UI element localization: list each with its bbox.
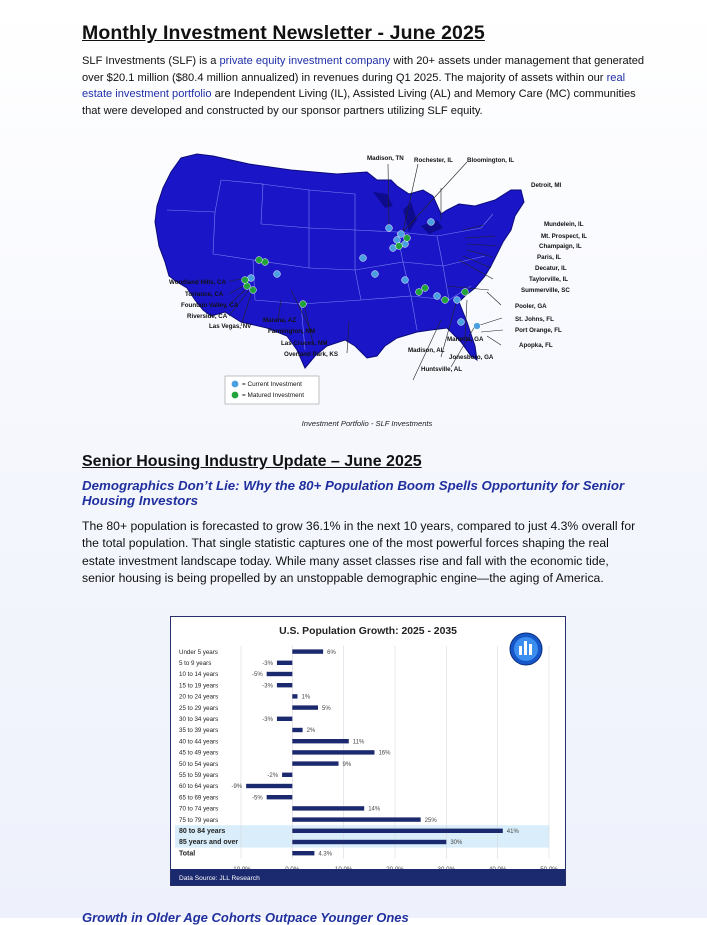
label-huntsville: Huntsville, AL: [421, 366, 463, 373]
label-st-johns: St. Johns, FL: [515, 316, 554, 323]
value-label: -3%: [262, 661, 273, 667]
label-summerville: Summerville, SC: [521, 287, 570, 294]
pin-current: [398, 231, 405, 238]
label-woodland-hills: Woodland Hills, CA: [169, 279, 226, 286]
bar: [292, 649, 323, 653]
category-label: 15 to 19 years: [179, 682, 219, 690]
pin-current: [434, 293, 441, 300]
legend-current-icon: [232, 381, 239, 388]
category-label: 25 to 29 years: [179, 704, 219, 712]
category-label: 75 to 79 years: [179, 816, 219, 824]
value-label: 1%: [301, 694, 311, 701]
label-bloomington: Bloomington, IL: [467, 157, 515, 164]
bar: [292, 750, 374, 754]
label-decatur: Decatur, IL: [535, 265, 567, 272]
value-label: 5%: [322, 705, 331, 712]
bar: [292, 739, 348, 743]
pin-current: [386, 225, 393, 232]
pin-matured: [256, 257, 263, 264]
category-label: 5 to 9 years: [179, 660, 212, 667]
value-label: -3%: [262, 717, 273, 723]
chart-title: U.S. Population Growth: 2025 - 2035: [279, 626, 457, 637]
chart-logo: [510, 633, 542, 665]
category-label: 80 to 84 years: [179, 828, 226, 835]
pin-current: [372, 271, 379, 278]
pin-current: [274, 271, 281, 278]
label-marietta: Marietta, GA: [447, 336, 484, 343]
chart-plot: [175, 646, 558, 873]
label-las-vegas: Las Vegas, NV: [209, 323, 252, 330]
pin-matured: [396, 243, 403, 250]
population-growth-chart: [170, 616, 566, 886]
pin-matured: [242, 277, 249, 284]
category-label: 55 to 59 years: [179, 772, 219, 779]
pin-matured: [462, 289, 469, 296]
label-madison-al: Madison, AL: [408, 347, 445, 354]
category-label: Under 5 years: [179, 648, 218, 656]
label-madison-tn: Madison, TN: [367, 155, 404, 162]
bar: [277, 683, 292, 687]
label-overland-park: Overland Park, KS: [284, 351, 338, 358]
label-apopka: Apopka, FL: [519, 342, 553, 349]
legend-matured-icon: [232, 392, 239, 399]
label-rochester: Rochester, IL: [414, 157, 453, 164]
pin-current: [454, 297, 461, 304]
category-label: 70 to 74 years: [179, 805, 219, 813]
pin-matured: [422, 285, 429, 292]
value-label: -5%: [251, 795, 263, 802]
us-map-svg: [141, 150, 588, 410]
legend-matured-label: = Matured Investment: [242, 392, 304, 399]
category-label: 40 to 44 years: [179, 738, 219, 746]
label-taylorville: Taylorville, IL: [529, 276, 569, 283]
bar: [292, 806, 364, 810]
label-paris: Paris, IL: [537, 254, 562, 261]
pin-current: [474, 323, 481, 330]
page-title: Monthly Investment Newsletter - June 2025: [82, 22, 485, 44]
bar: [292, 761, 338, 765]
portfolio-map: [141, 150, 588, 410]
pin-matured: [404, 235, 411, 242]
value-label: 30%: [450, 840, 463, 847]
label-mt-prospect: Mt. Prospect, IL: [541, 233, 588, 240]
pin-matured: [300, 301, 307, 308]
pin-matured: [416, 289, 423, 296]
intro-text-2: with 20+ assets under management that generated over $20.1 million ($80.4 million annualized) in revenues during Q1 2025. The majority of assets within our: [82, 55, 645, 84]
value-label: -2%: [267, 773, 279, 779]
label-farmington: Farmington, NM: [268, 328, 316, 335]
category-label: 30 to 34 years: [179, 716, 219, 723]
next-section-heading: Growth in Older Age Cohorts Outpace Younger Ones: [82, 910, 409, 925]
pin-current: [458, 319, 465, 326]
category-label: 50 to 54 years: [179, 760, 219, 768]
label-riverside: Riverside, CA: [187, 313, 228, 320]
section-body: The 80+ population is forecasted to grow 36.1% in the next 10 years, compared to just 4.3% overall for the total population. That single statistic captures one of the most powerful forces shaping the real estate investment landscape today. While many asset classes rise and fall with the economic tide, senior housing is being propelled by an unstoppable demographic engine—the aging of America.: [82, 519, 636, 585]
value-label: -3%: [262, 683, 273, 690]
bar: [277, 661, 292, 665]
bar: [246, 784, 292, 788]
pin-matured: [442, 297, 449, 304]
category-label: 10 to 14 years: [179, 671, 219, 679]
category-label: 35 to 39 years: [179, 727, 219, 735]
label-jonesboro: Jonesboro, GA: [449, 354, 494, 361]
bar: [267, 672, 293, 676]
value-label: 4.3%: [318, 851, 333, 858]
value-label: 41%: [506, 829, 519, 835]
category-label: 45 to 49 years: [179, 749, 219, 757]
bar: [282, 773, 292, 777]
section-subheading: Demographics Don’t Lie: Why the 80+ Population Boom Spells Opportunity for Senior Housing Investors: [82, 478, 625, 508]
bar: [292, 705, 318, 709]
intro-text-3: are Independent Living (IL), Assisted Living (AL) and Memory Care (MC) communities that were developed and constructed by our sponsor partners utilizing SLF equity.: [82, 88, 636, 118]
label-detroit: Detroit, MI: [531, 182, 562, 189]
bar: [292, 817, 420, 821]
label-fountain-valley: Fountain Valley, CA: [181, 302, 239, 309]
category-label: 85 years and over: [179, 839, 239, 847]
bar: [267, 795, 293, 799]
intro-text-1: SLF Investments (SLF) is a: [82, 55, 220, 67]
pin-current: [428, 219, 435, 226]
label-mundelein: Mundelein, IL: [544, 221, 584, 228]
map-caption: Investment Portfolio - SLF Investments: [301, 419, 433, 428]
label-champaign: Champaign, IL: [539, 243, 582, 250]
pin-current: [360, 255, 367, 262]
chart-source: Data Source: JLL Research: [179, 875, 260, 882]
category-label: 20 to 24 years: [179, 693, 219, 701]
pin-current: [402, 277, 409, 284]
bar: [292, 840, 446, 844]
value-label: 25%: [424, 817, 437, 824]
portfolio-link[interactable]: real estate investment portfolio: [82, 71, 626, 101]
bar: [292, 851, 314, 855]
label-port-orange: Port Orange, FL: [515, 327, 562, 334]
value-label: 14%: [368, 806, 381, 813]
category-label: Total: [179, 850, 196, 858]
value-label: -5%: [251, 672, 263, 679]
section-heading: Senior Housing Industry Update – June 2025: [82, 453, 422, 470]
label-las-cruces: Las Cruces, NM: [281, 340, 328, 347]
chart-svg: [171, 617, 565, 885]
value-label: 11%: [352, 739, 365, 746]
label-pooler: Pooler, GA: [515, 303, 547, 310]
value-label: 9%: [342, 761, 352, 768]
bar: [292, 829, 502, 833]
map-legend: [225, 376, 319, 404]
legend-current-label: = Current Investment: [242, 381, 302, 388]
bar: [292, 728, 302, 732]
value-label: -9%: [231, 784, 243, 791]
value-label: 16%: [378, 750, 391, 757]
category-label: 65 to 69 years: [179, 794, 219, 802]
bar: [277, 717, 292, 721]
label-torrance: Torrance, CA: [185, 291, 224, 298]
bar: [292, 694, 297, 698]
value-label: 2%: [306, 728, 316, 735]
value-label: 6%: [327, 649, 336, 656]
private-equity-link[interactable]: private equity investment company: [219, 55, 391, 67]
label-marana: Marana, AZ: [263, 317, 297, 324]
pin-matured: [250, 287, 257, 294]
category-label: 60 to 64 years: [179, 783, 219, 791]
intro-paragraph: [82, 53, 647, 120]
